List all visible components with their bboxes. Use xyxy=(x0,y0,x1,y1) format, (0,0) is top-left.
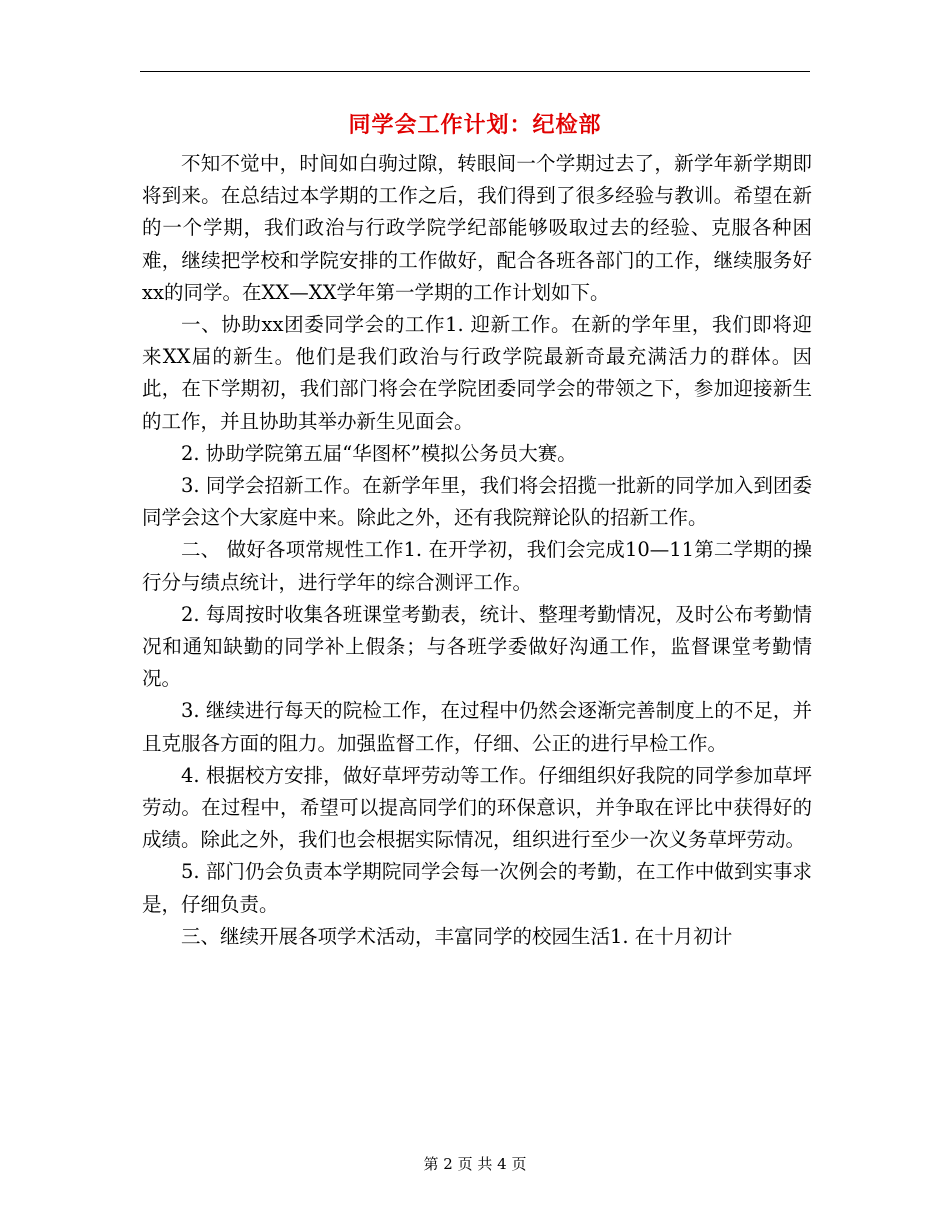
header-rule xyxy=(140,71,810,72)
paragraph-section-1: 一、协助xx团委同学会的工作1. 迎新工作。在新的学年里，我们即将迎来XX届的新生。他们是我们政治与行政学院最新奇最充满活力的群体。因此，在下学期初，我们部门将会在学院团委同学会的带领之下，参加迎接新生的工作，并且协助其举办新生见面会。 xyxy=(142,313,812,433)
document-title: 同学会工作计划：纪检部 xyxy=(348,112,602,138)
paragraph-item-2-2: 2. 每周按时收集各班课堂考勤表，统计、整理考勤情况，及时公布考勤情况和通知缺勤的同学补上假条；与各班学委做好沟通工作，监督课堂考勤情况。 xyxy=(142,602,812,691)
paragraph-item-1-2: 2. 协助学院第五届“华图杯”模拟公务员大赛。 xyxy=(181,441,577,465)
paragraph-item-2-4: 4. 根据校方安排，做好草坪劳动等工作。仔细组织好我院的同学参加草坪劳动。在过程中，希望可以提高同学们的环保意识，并争取在评比中获得好的成绩。除此之外，我们也会根据实际情况，组织进行至少一次义务草坪劳动。 xyxy=(142,763,812,852)
paragraph-item-2-5: 5. 部门仍会负责本学期院同学会每一次例会的考勤，在工作中做到实事求是，仔细负责。 xyxy=(142,860,812,916)
page-number: 第 2 页 共 4 页 xyxy=(423,1155,527,1173)
document-body xyxy=(142,148,812,953)
paragraph-item-2-3: 3. 继续进行每天的院检工作，在过程中仍然会逐渐完善制度上的不足，并且克服各方面的阻力。加强监督工作，仔细、公正的进行早检工作。 xyxy=(142,699,812,755)
paragraph-section-2: 二、 做好各项常规性工作1. 在开学初，我们会完成10—11第二学期的操行分与绩点统计，进行学年的综合测评工作。 xyxy=(142,538,812,594)
paragraph-intro: 不知不觉中，时间如白驹过隙，转眼间一个学期过去了，新学年新学期即将到来。在总结过本学期的工作之后，我们得到了很多经验与教训。希望在新的一个学期，我们政治与行政学院学纪部能够吸取过去的经验、克服各种困难，继续把学校和学院安排的工作做好，配合各班各部门的工作，继续服务好xx的同学。在XX—XX学年第一学期的工作计划如下。 xyxy=(142,152,812,304)
paragraph-item-1-3: 3. 同学会招新工作。在新学年里，我们将会招揽一批新的同学加入到团委同学会这个大家庭中来。除此之外，还有我院辩论队的招新工作。 xyxy=(142,474,812,530)
paragraph-section-3: 三、继续开展各项学术活动，丰富同学的校园生活1. 在十月初计 xyxy=(181,924,733,948)
